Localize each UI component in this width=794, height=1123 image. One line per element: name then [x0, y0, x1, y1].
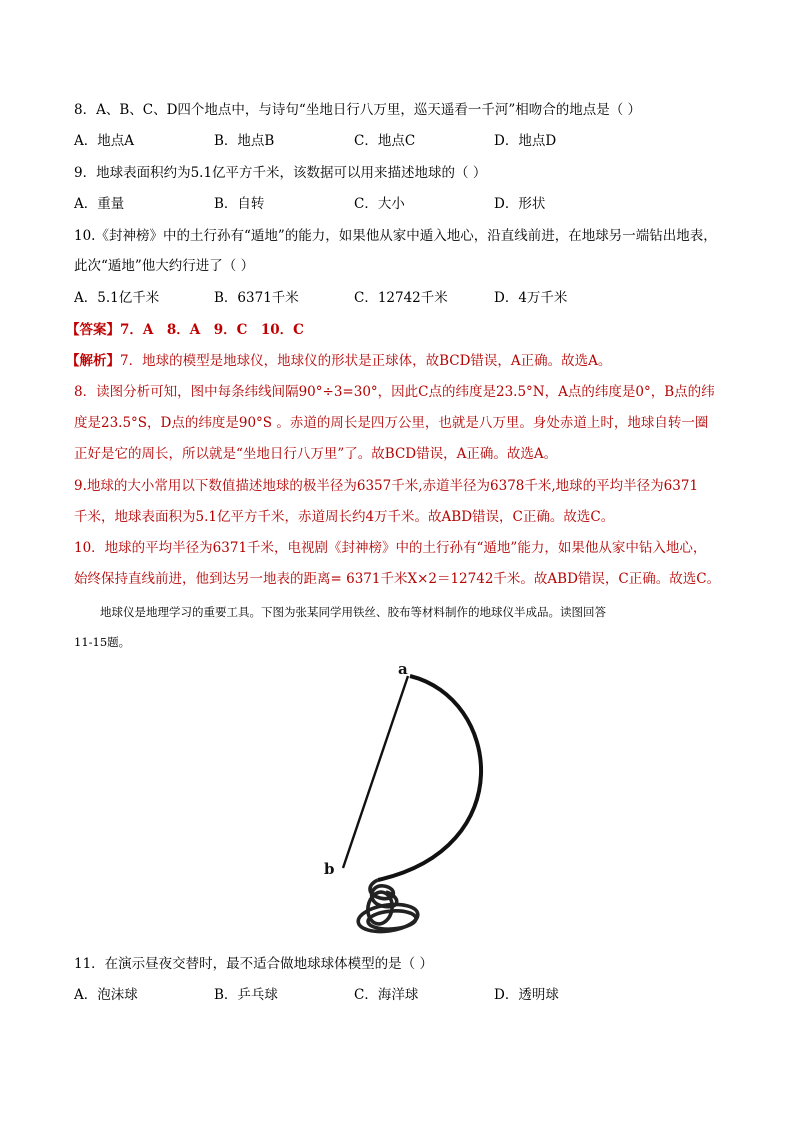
- q11-stem: 11．在演示昼夜交替时，最不适合做地球球体模型的是（ ）: [74, 956, 433, 972]
- analysis-label: 【解析】: [66, 353, 120, 369]
- analysis-line-8: 始终保持直线前进，他到达另一地表的距离= 6371千米X×2＝12742千米。故ABD错误，C正确。故选C。: [74, 571, 721, 587]
- q8-option-b[interactable]: B．地点B: [214, 133, 275, 149]
- analysis-text-1: 7．地球的模型是地球仪，地球仪的形状是正球体，故BCD错误，A正确。故选A。: [120, 353, 612, 369]
- q9-option-a[interactable]: A．重量: [74, 196, 125, 212]
- q10-stem-line1: 10.《封神榜》中的土行孙有“遁地”的能力，如果他从家中遁入地心，沿直线前进，在地球另一端钻出地表，: [74, 228, 717, 244]
- q10-option-c[interactable]: C．12742千米: [354, 290, 448, 306]
- label-a: a: [398, 660, 408, 678]
- analysis-line-5: 9.地球的大小常用以下数值描述地球的极半径为6357千米,赤道半径为6378千米,地球的平均半径为6371: [74, 478, 699, 494]
- axis-rod: [343, 676, 408, 868]
- q8-option-c[interactable]: C．地点C: [354, 133, 416, 149]
- intro-line-2: 11-15题。: [74, 635, 131, 649]
- q11-option-d[interactable]: D．透明球: [494, 987, 559, 1003]
- q9-option-b[interactable]: B．自转: [214, 196, 265, 212]
- globe-frame-drawing: [310, 658, 510, 948]
- answer-text: 7．A 8．A 9．C 10．C: [120, 322, 304, 338]
- answer-line: [66, 320, 304, 340]
- meridian-ring: [378, 676, 481, 880]
- q10-option-b[interactable]: B．6371千米: [214, 290, 299, 306]
- analysis-line-1: [66, 351, 611, 371]
- q11-option-c[interactable]: C．海洋球: [354, 987, 419, 1003]
- q8-option-a[interactable]: A．地点A: [74, 133, 134, 149]
- answer-label: 【答案】: [66, 322, 120, 338]
- analysis-line-6: 千米，地球表面积为5.1亿平方千米，赤道周长约4万千米。故ABD错误，C正确。故选C。: [74, 509, 615, 525]
- q10-option-a[interactable]: A．5.1亿千米: [74, 290, 160, 306]
- q11-option-a[interactable]: A．泡沫球: [74, 987, 138, 1003]
- analysis-line-4: 正好是它的周长，所以就是“坐地日行八万里”了。故BCD错误，A正确。故选A。: [74, 446, 558, 462]
- q9-option-c[interactable]: C．大小: [354, 196, 405, 212]
- q10-stem-line2: 此次“遁地”他大约行进了（ ）: [74, 258, 255, 274]
- intro-line-1: 地球仪是地理学习的重要工具。下图为张某同学用铁丝、胶布等材料制作的地球仪半成品。读图回答: [100, 605, 606, 619]
- q9-option-d[interactable]: D．形状: [494, 196, 546, 212]
- analysis-line-7: 10．地球的平均半径为6371千米，电视剧《封神榜》中的土行孙有“遁地”能力，如果他从家中钻入地心，: [74, 540, 707, 556]
- q11-option-b[interactable]: B．乒乓球: [214, 987, 278, 1003]
- q10-option-d[interactable]: D．4万千米: [494, 290, 568, 306]
- spring-stand: [356, 880, 419, 935]
- globe-figure: [310, 658, 510, 948]
- q8-stem: 8．A、B、C、D四个地点中，与诗句“坐地日行八万里，巡天遥看一千河”相吻合的地点是（ ）: [74, 102, 642, 118]
- label-b: b: [324, 860, 335, 878]
- analysis-line-3: 度是23.5°S，D点的纬度是90°S 。赤道的周长是四万公里，也就是八万里。身处赤道上时，地球自转一圈: [74, 415, 709, 431]
- q8-option-d[interactable]: D．地点D: [494, 133, 557, 149]
- analysis-line-2: 8．读图分析可知，图中每条纬线间隔90°÷3=30°，因此C点的纬度是23.5°N，A点的纬度是0°，B点的纬: [74, 384, 715, 400]
- q9-stem: 9．地球表面积约为5.1亿平方千米，该数据可以用来描述地球的（ ）: [74, 165, 487, 181]
